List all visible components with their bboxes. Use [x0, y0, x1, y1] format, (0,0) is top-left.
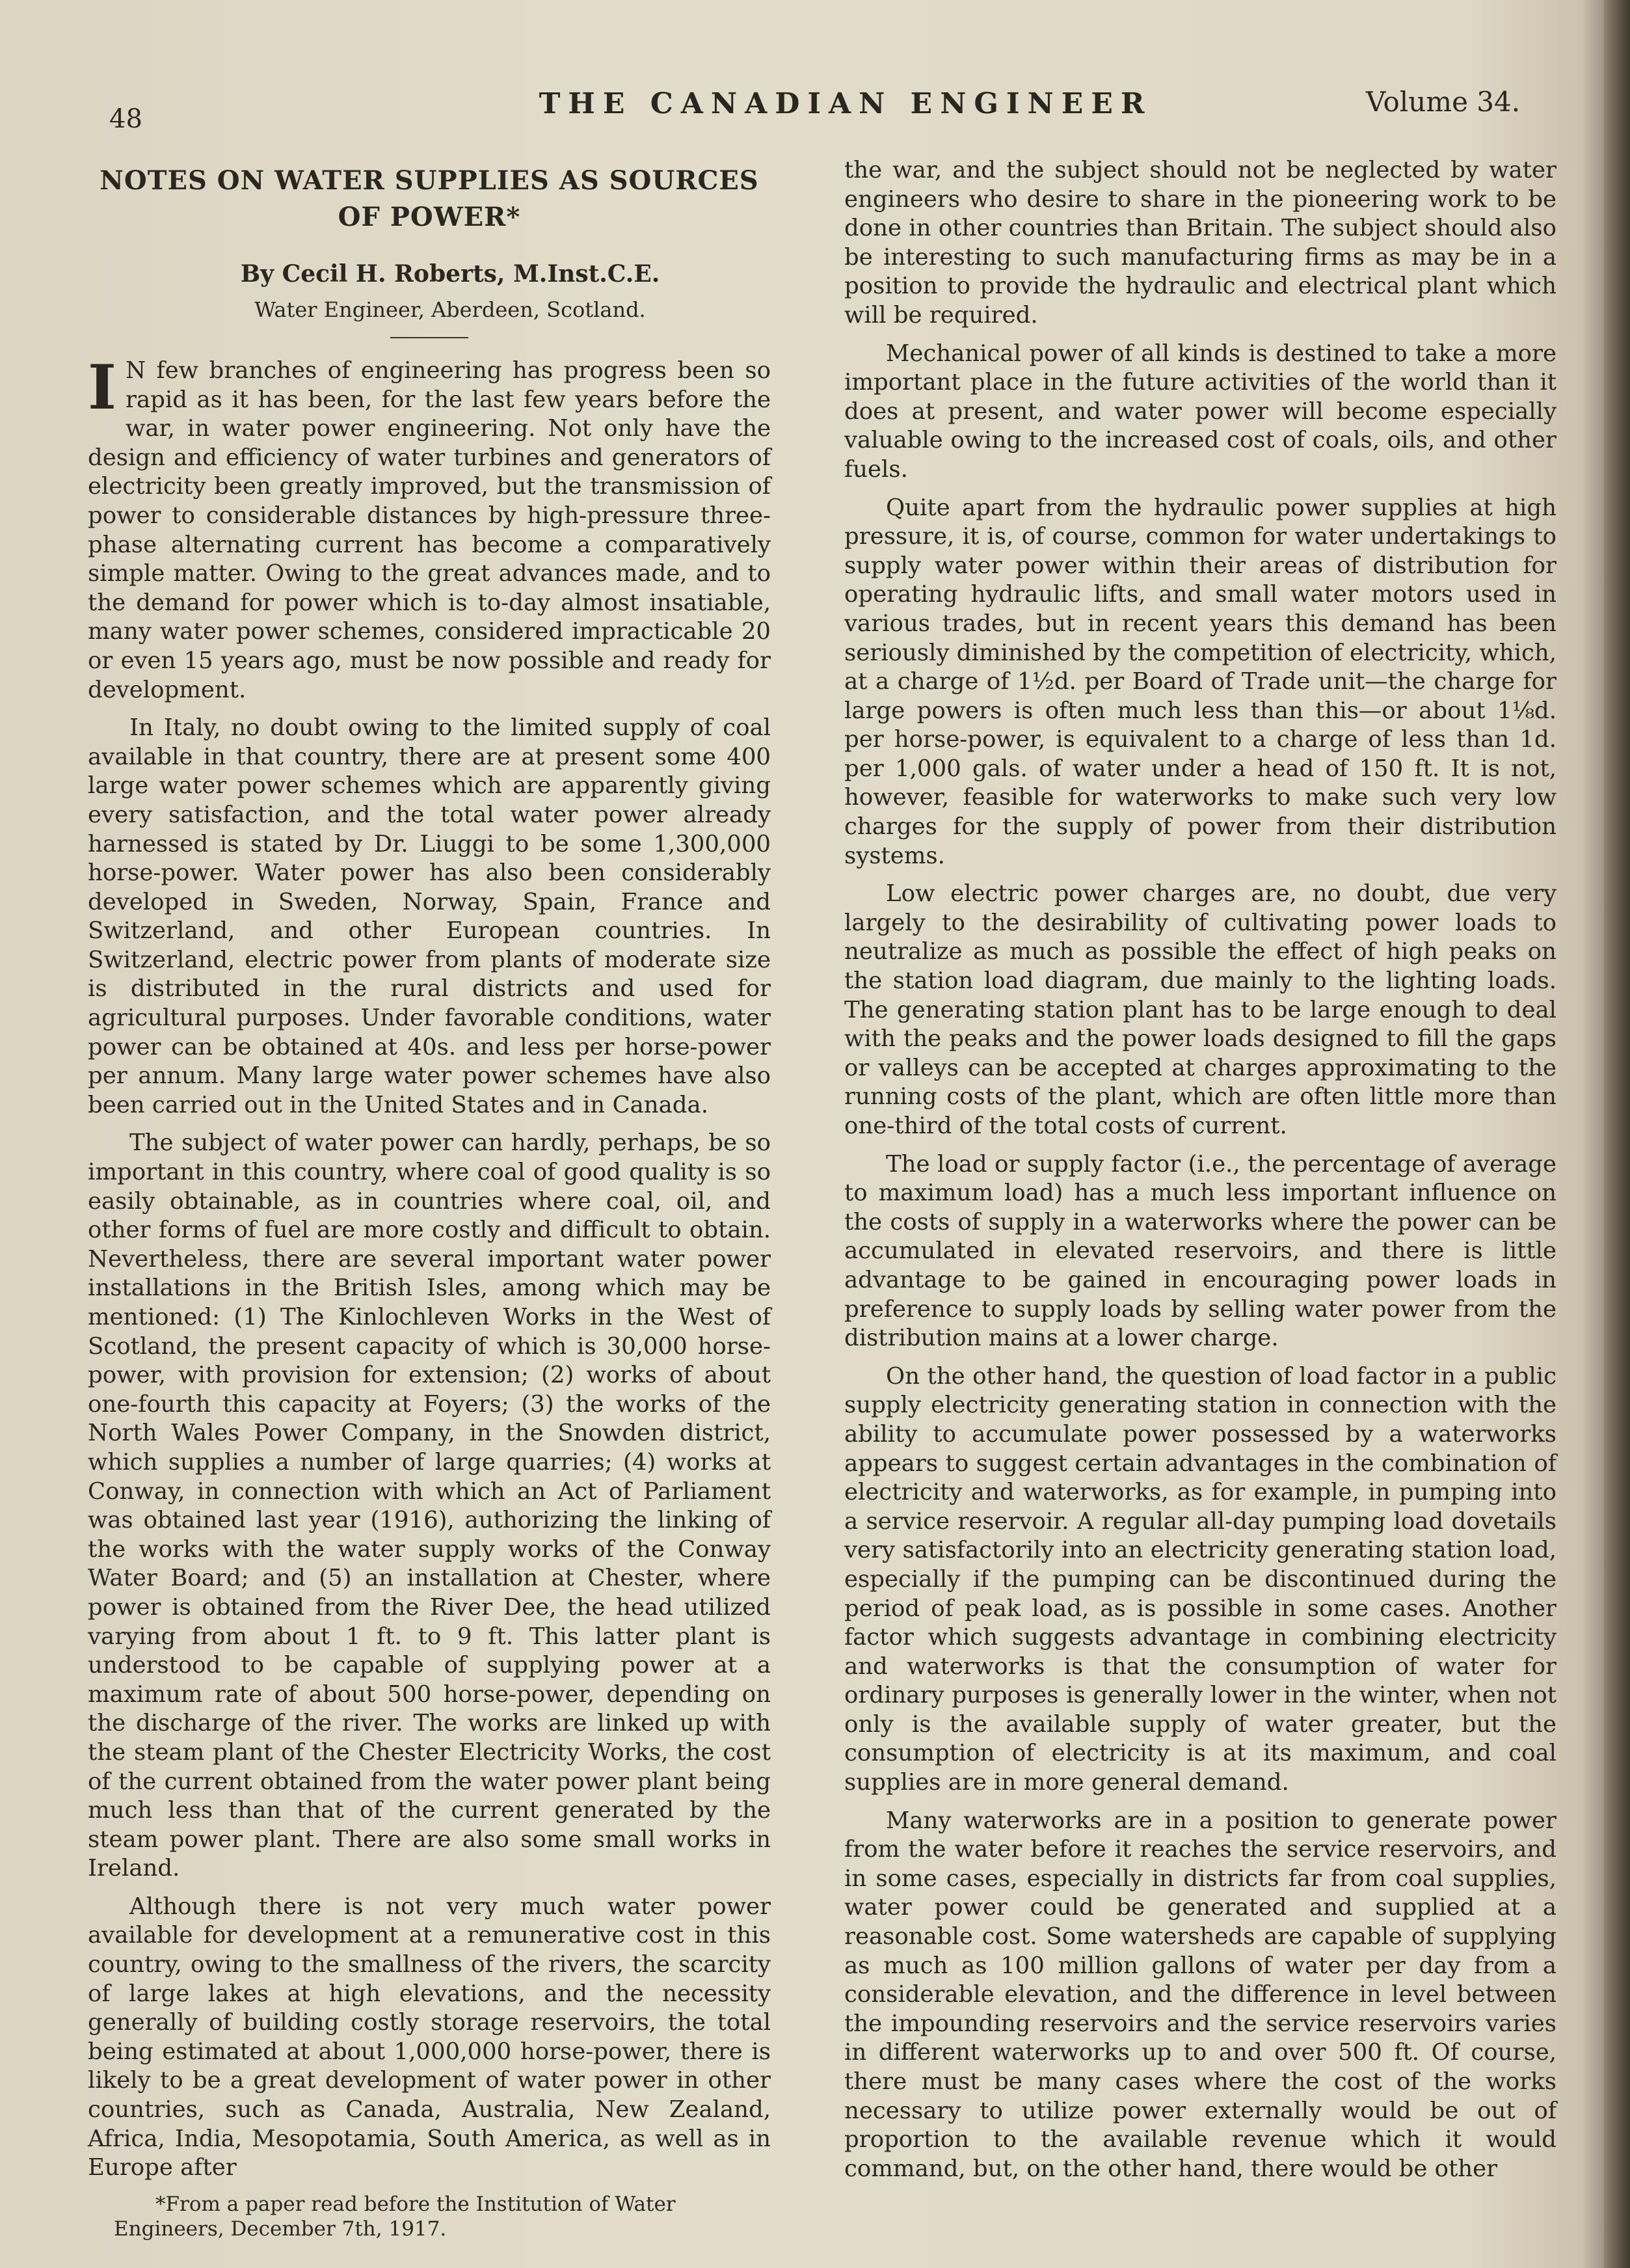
footnote: *From a paper read before the Institution of Water Engineers, December 7th, 1917. [114, 2192, 676, 2241]
book-spine [1604, 0, 1630, 2268]
paragraph: the war, and the subject should not be neglected by water engineers who desire to share in the pioneering work to be done in other countries than Britain. The subject should also be interesting to such manufacturing firms as may be in a position to provide the hydraulic and electrical plant which will be required. [844, 157, 1557, 329]
byline: By Cecil H. Roberts, M.Inst.C.E. [240, 260, 660, 288]
affiliation: Water Engineer, Aberdeen, Scotland. [254, 297, 646, 322]
journal-name: THE CANADIAN ENGINEER [539, 87, 1153, 120]
article-title: NOTES ON WATER SUPPLIES AS SOURCES OF POWER* [100, 165, 759, 232]
paragraph: Mechanical power of all kinds is destined to take a more important place in the future activities of the world than it does at present, and water power will become especially valuable owing to the increased cost of coals, oils, and other fuels. [844, 340, 1557, 483]
paragraph: Many waterworks are in a position to generate power from the water before it reaches the service reservoirs, and in some cases, especially in districts far from coal supplies, water power could be generated and supplied at a reasonable cost. Some watersheds are capable of supplying as much as 100 million gallons of water per day from a considerable elevation, and the difference in level between the impounding reservoirs and the service reservoirs varies in different waterworks up to and over 500 ft. Of course, there must be many cases where the cost of the works necessary to utilize power externally would be out of proportion to the available revenue which it would command, but, on the other hand, there would be other [844, 1807, 1557, 2182]
right-column [844, 156, 1557, 2193]
paragraph: In Italy, no doubt owing to the limited supply of coal available in that country, there are at present some 400 large water power schemes which are apparently giving every satisfaction, and the total water power already harnessed is stated by Dr. Liuggi to be some 1,300,000 horse-power. Water power has also been considerably developed in Sweden, Norway, Spain, France and Switzerland, and other European countries. In Switzerland, electric power from plants of moderate size is distributed in the rural districts and used for agricultural purposes. Under favorable conditions, water power can be obtained at 40s. and less per horse-power per annum. Many large water power schemes have also been carried out in the United States and in Canada. [88, 714, 771, 1118]
paragraph [88, 352, 771, 705]
paragraph: Quite apart from the hydraulic power supplies at high pressure, it is, of course, common for water undertakings to supply water power within their areas of distribution for operating hydraulic lifts, and small water motors used in various trades, but in recent years this demand has been seriously diminished by the competition of electricity, which, at a charge of 1½d. per Board of Trade unit—the charge for large powers is often much less than this—or about 1⅛d. per horse-power, is equivalent to a charge of less than 1d. per 1,000 gals. of water under a head of 150 ft. It is not, however, feasible for waterworks to make such very low charges for the supply of power from their distribution systems. [844, 494, 1557, 869]
volume-label: Volume 34. [1366, 86, 1521, 118]
page-number: 48 [109, 104, 142, 134]
paragraph: Low electric power charges are, no doubt, due very largely to the desirability of cultivating power loads to neutralize as much as possible the effect of high peaks on the station load diagram, due mainly to the lighting loads. The generating station plant has to be large enough to deal with the peaks and the power loads designed to fill the gaps or valleys can be accepted at charges approximating to the running costs of the plant, which are often little more than one-third of the total costs of current. [844, 880, 1557, 1139]
paragraph-text: N few branches of engineering has progress been so rapid as it has been, for the last few years before the war, in water power engineering. Not only have the design and efficiency of water turbines and generators of electricity been greatly improved, but the transmission of power to considerable distances by high-pressure three-phase alternating current has become a comparatively simple matter. Owing to the great advances made, and to the demand for power which is to-day almost insatiable, many water power schemes, considered impracticable 20 or even 15 years ago, must be now possible and ready for development. [88, 357, 771, 703]
paragraph: The subject of water power can hardly, perhaps, be so important in this country, where coal of good quality is so easily obtainable, as in countries where coal, oil, and other forms of fuel are more costly and difficult to obtain. Nevertheless, there are several important water power installations in the British Isles, among which may be mentioned: (1) The Kinlochleven Works in the West of Scotland, the present capacity of which is 30,000 horse-power, with provision for extension; (2) works of about one-fourth this capacity at Foyers; (3) the works of the North Wales Power Company, in the Snowden district, which supplies a number of large quarries; (4) works at Conway, in connection with which an Act of Parliament was obtained last year (1916), authorizing the linking of the works with the water supply works of the Conway Water Board; and (5) an installation at Chester, where power is obtained from the River Dee, the head utilized varying from about 1 ft. to 9 ft. This latter plant is understood to be capable of supplying power at a maximum rate of about 500 horse-power, depending on the discharge of the river. The works are linked up with the steam plant of the Chester Electricity Works, the cost of the current obtained from the water power plant being much less than that of the current generated by the steam power plant. There are also some small works in Ireland. [88, 1129, 771, 1882]
paragraph: The load or supply factor (i.e., the percentage of average to maximum load) has a much less important influence on the costs of supply in a waterworks where the power can be accumulated in elevated reservoirs, and there is little advantage to be gained in encouraging power loads in preference to supply loads by selling water power from the distribution mains at a lower charge. [844, 1150, 1557, 1352]
paragraph: On the other hand, the question of load factor in a public supply electricity generating station in connection with the ability to accumulate power possessed by a waterworks appears to suggest certain advantages in the combination of electricity and waterworks, as for example, in pumping into a service reservoir. A regular all-day pumping load dovetails very satisfactorily into an electricity generating station load, especially if the pumping can be discontinued during the period of peak load, as is possible in some cases. Another factor which suggests advantage in combining electricity and waterworks is that the consumption of water for ordinary purposes is generally lower in the winter, when not only is the available supply of water greater, but the consumption of electricity is at its maximum, and coal supplies are in more general demand. [844, 1362, 1557, 1796]
drop-cap: I [88, 352, 116, 424]
title-rule [390, 337, 468, 338]
paragraph: Although there is not very much water power available for development at a remunerative cost in this country, owing to the smallness of the rivers, the scarcity of large lakes at high elevations, and the necessity generally of building costly storage reservoirs, the total being estimated at about 1,000,000 horse-power, there is likely to be a great development of water power in other countries, such as Canada, Australia, New Zealand, Africa, India, Mesopotamia, South America, as well as in Europe after [88, 1893, 771, 2181]
running-header [104, 85, 1535, 134]
left-column [88, 163, 771, 2250]
